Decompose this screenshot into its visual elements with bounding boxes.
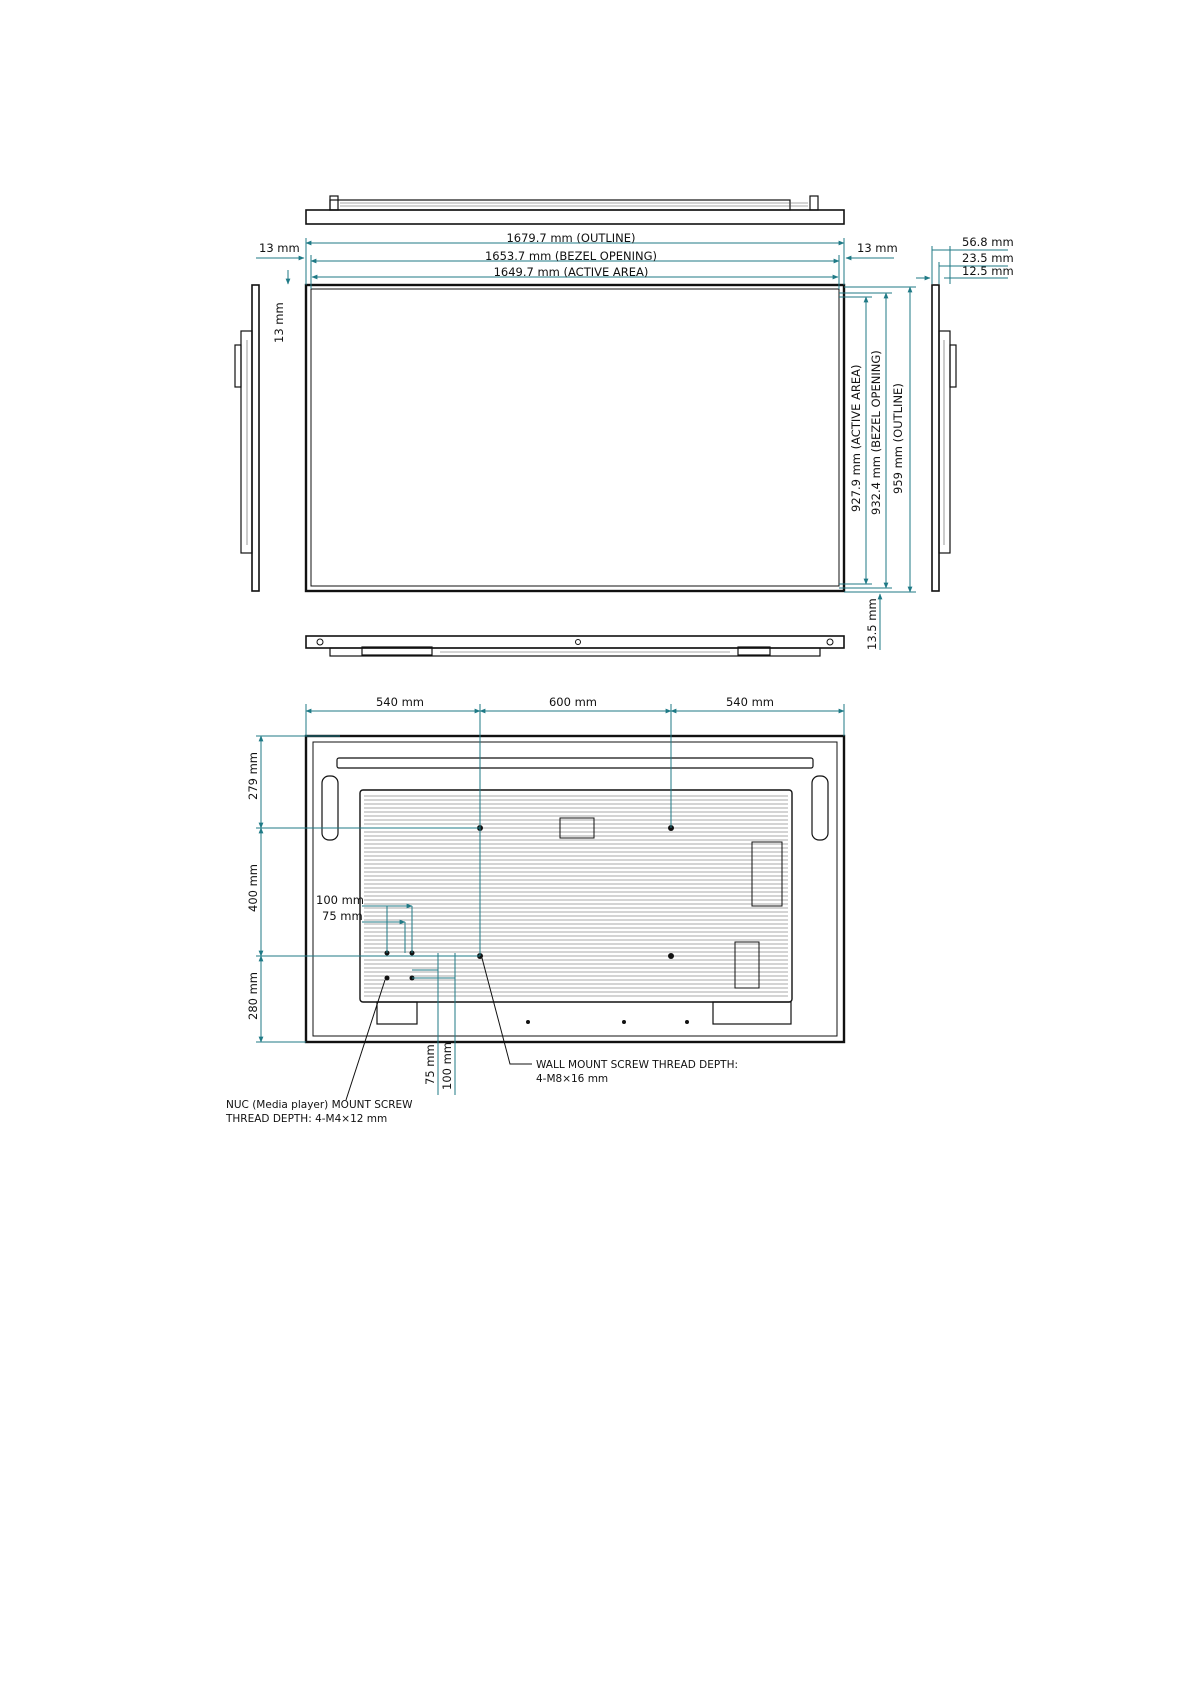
- top-view: [306, 196, 844, 224]
- wall-mount-note-line1: WALL MOUNT SCREW THREAD DEPTH:: [536, 1059, 739, 1071]
- bezel-height-label: 932.4 mm (BEZEL OPENING): [869, 350, 883, 515]
- bezel-width-label: 1653.7 mm (BEZEL OPENING): [484, 249, 658, 263]
- rear-view: [306, 736, 844, 1042]
- outline-width-label: 1679.7 mm (OUTLINE): [506, 231, 636, 245]
- active-width-label: 1649.7 mm (ACTIVE AREA): [493, 265, 649, 279]
- right-side-view: [932, 285, 956, 591]
- right-border-label: 13 mm: [857, 241, 898, 255]
- leader-lines: [346, 958, 532, 1100]
- depth-thin-label: 12.5 mm: [962, 264, 1014, 278]
- rear-vert-bottom-label: 280 mm: [246, 971, 260, 1020]
- nuc-mount-note-line1: NUC (Media player) MOUNT SCREW: [226, 1099, 413, 1111]
- wall-mount-note-line2: 4-M8×16 mm: [536, 1073, 609, 1085]
- front-width-dimensions: [256, 238, 894, 289]
- nuc-75-v-label: 75 mm: [423, 1044, 437, 1085]
- rear-horiz-mid-label: 600 mm: [548, 695, 598, 709]
- rear-vert-mid-label: 400 mm: [246, 863, 260, 912]
- rear-horiz-right-label: 540 mm: [725, 695, 775, 709]
- left-side-view: [235, 285, 259, 591]
- nuc-mount-note-line2: THREAD DEPTH: 4-M4×12 mm: [226, 1113, 388, 1125]
- nuc-100-v-label: 100 mm: [440, 1041, 454, 1090]
- nuc-100-h-label: 100 mm: [316, 893, 365, 907]
- bottom-border-label: 13.5 mm: [865, 598, 879, 650]
- outline-height-label: 959 mm (OUTLINE): [891, 383, 905, 494]
- bottom-view: [306, 636, 844, 656]
- nuc-75-h-label: 75 mm: [322, 909, 363, 923]
- top-border-label: 13 mm: [272, 302, 286, 343]
- front-view: [306, 285, 844, 591]
- rear-vent-lines: [364, 796, 788, 996]
- left-border-label: 13 mm: [259, 241, 300, 255]
- depth-total-label: 56.8 mm: [962, 235, 1014, 249]
- active-height-label: 927.9 mm (ACTIVE AREA): [849, 364, 863, 512]
- rear-vert-top-label: 279 mm: [246, 751, 260, 800]
- depth-mid-label: 23.5 mm: [962, 251, 1014, 265]
- rear-horiz-left-label: 540 mm: [375, 695, 425, 709]
